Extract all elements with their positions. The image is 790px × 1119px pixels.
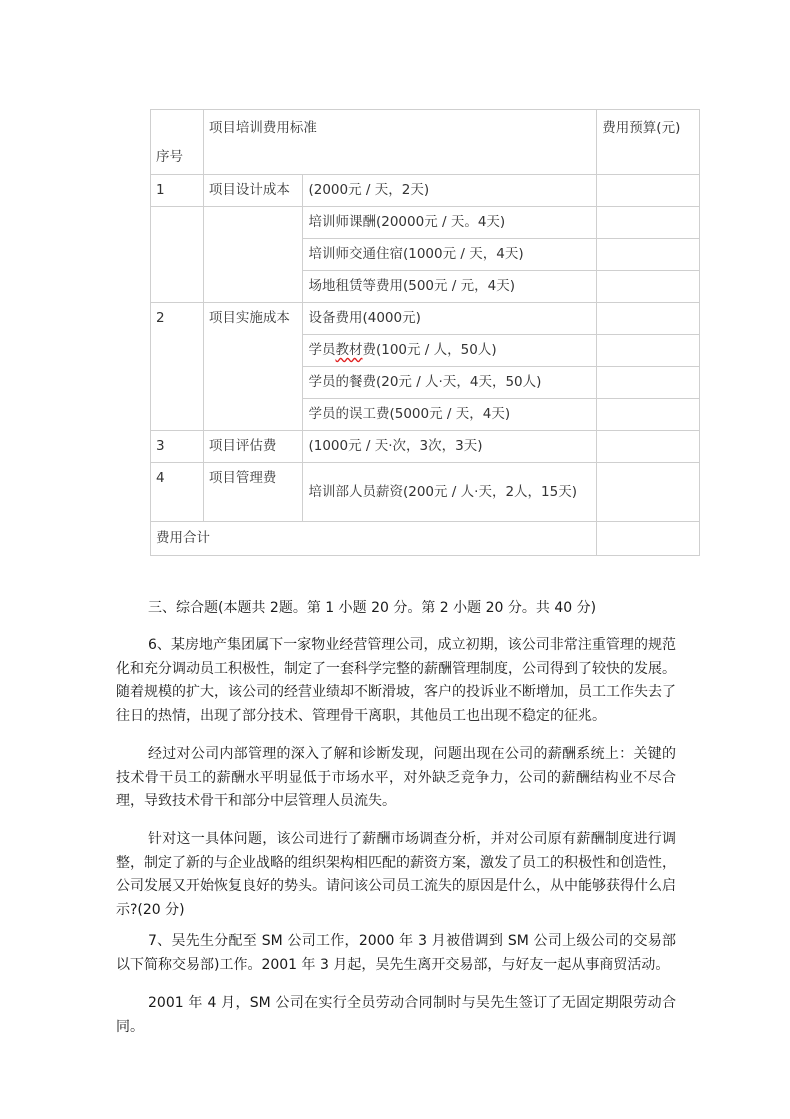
row-item: 项目评估费 <box>203 431 303 463</box>
row-budget <box>597 175 700 207</box>
row-detail: 设备费用(4000元) <box>303 303 597 335</box>
section-heading: 三、综合题(本题共 2题。第 1 小题 20 分。第 2 小题 20 分。共 40 分) <box>148 600 597 616</box>
row-item: 项目实施成本 <box>203 303 303 431</box>
detail-post: 费(100元 / 人，50人) <box>362 342 497 358</box>
row-no: 2 <box>151 303 204 431</box>
table-row <box>151 207 700 239</box>
row-budget <box>597 399 700 431</box>
total-budget <box>597 522 700 556</box>
detail-pre: 学员 <box>308 342 336 358</box>
row-no: 1 <box>151 175 204 207</box>
table-header-row <box>151 110 700 175</box>
row-budget <box>597 239 700 271</box>
row-budget <box>597 335 700 367</box>
row-budget <box>597 271 700 303</box>
table-row <box>151 175 700 207</box>
header-no: 序号 <box>151 110 204 175</box>
table-row <box>151 431 700 463</box>
row-detail <box>303 335 597 367</box>
row-detail: 学员的餐费(20元 / 人·天，4天，50人) <box>303 367 597 399</box>
row-detail: (2000元 / 天，2天) <box>303 175 597 207</box>
row-no: 3 <box>151 431 204 463</box>
table-total-row <box>151 522 700 556</box>
question-6-paragraph-3: 针对这一具体问题，该公司进行了薪酬市场调查分析，并对公司原有薪酬制度进行调整，制定了新的与企业战略的组织架构相匹配的薪资方案，激发了员工的积极性和创造性，公司发展又开始恢复良好的势头。请问该公司员工流失的原因是什么，从中能够获得什么启示?(20 分) <box>116 831 676 918</box>
row-detail: 场地租赁等费用(500元 / 元，4天) <box>303 271 597 303</box>
table-row <box>151 463 700 522</box>
total-label: 费用合计 <box>151 522 597 556</box>
row-item: 项目设计成本 <box>203 175 303 207</box>
row-budget <box>597 463 700 522</box>
table-row <box>151 303 700 335</box>
row-item: 项目管理费 <box>203 463 303 522</box>
header-budget: 费用预算(元) <box>597 110 700 175</box>
row-budget <box>597 367 700 399</box>
question-6-paragraph-1: 6、某房地产集团属下一家物业经营管理公司，成立初期，该公司非常注重管理的规范化和充分调动员工积极性，制定了一套科学完整的薪酬管理制度，公司得到了较快的发展。随着规模的扩大，该公司的经营业绩却不断滑坡，客户的投诉业不断增加，员工工作失去了往日的热情，出现了部分技术、管理骨干离职，其他员工也出现不稳定的征兆。 <box>116 637 676 724</box>
question-6-paragraph-2: 经过对公司内部管理的深入了解和诊断发现，问题出现在公司的薪酬系统上：关键的技术骨干员工的薪酬水平明显低于市场水平，对外缺乏竞争力，公司的薪酬结构业不尽合理，导致技术骨干和部分中层管理人员流失。 <box>116 746 676 810</box>
row-budget <box>597 207 700 239</box>
row-detail: 学员的误工费(5000元 / 天，4天) <box>303 399 597 431</box>
row-detail: 培训师交通住宿(1000元 / 天，4天) <box>303 239 597 271</box>
header-item: 项目培训费用标准 <box>203 110 596 175</box>
training-cost-table <box>150 109 700 556</box>
row-budget <box>597 303 700 335</box>
question-7-paragraph-1: 7、吴先生分配至 SM 公司工作，2000 年 3 月被借调到 SM 公司上级公司的交易部以下简称交易部)工作。2001 年 3 月起，吴先生离开交易部，与好友一起从事商贸活动。 <box>116 933 676 973</box>
row-item-empty <box>203 207 303 303</box>
row-detail: 培训师课酬(20000元 / 天。4天) <box>303 207 597 239</box>
row-budget <box>597 431 700 463</box>
row-no-empty <box>151 207 204 303</box>
row-detail: 培训部人员薪资(200元 / 人·天，2人，15天) <box>303 463 597 522</box>
question-7-paragraph-2: 2001 年 4 月，SM 公司在实行全员劳动合同制时与吴先生签订了无固定期限劳动合同。 <box>116 995 676 1035</box>
row-detail: (1000元 / 天·次，3次，3天) <box>303 431 597 463</box>
row-no: 4 <box>151 463 204 522</box>
spellcheck-mark: 教材 <box>335 342 363 358</box>
